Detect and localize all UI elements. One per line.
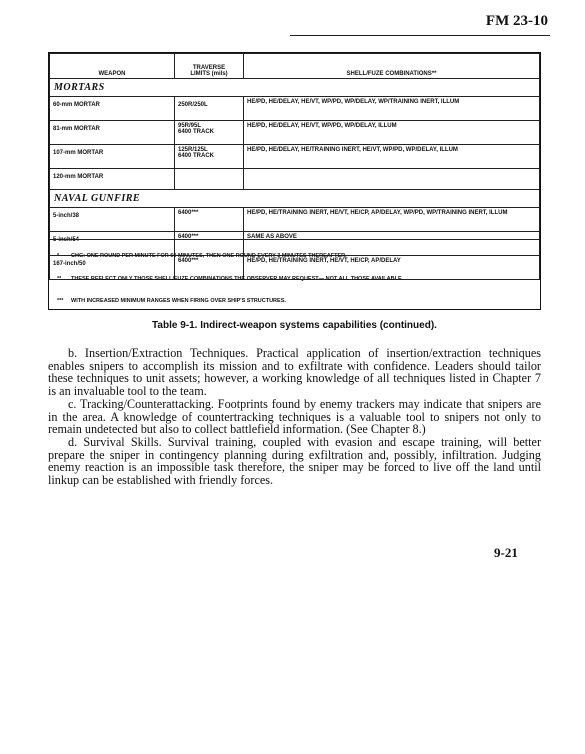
weapon-cell: 60-mm MORTAR: [50, 97, 175, 121]
traverse-cell: 6400***: [175, 232, 244, 256]
footnote-text: CHG: ONE ROUND PER MINUTE FOR 60 MINUTES, THEN ONE ROUND EVERY 3 MINUTES THEREAFTER.: [71, 253, 347, 259]
traverse-header-text: TRAVERSE LIMITS (mils): [190, 65, 228, 77]
weapon-cell: 167-inch/50: [50, 256, 175, 280]
shell-fuze-cell: HE/PD, HE/DELAY, HE/VT, WP/PD, WP/DELAY, ILLUM: [244, 121, 540, 145]
shell-fuze-cell: HE/PD, HE/DELAY, HE/VT, WP/PD, WP/DELAY, WP/TRAINING INERT, ILLUM: [244, 97, 540, 121]
paragraph-insertion-extraction: [48, 347, 541, 398]
footnote-marker: **: [57, 276, 62, 282]
table-caption: Table 9-1. Indirect-weapon systems capabilities (continued).: [152, 320, 437, 331]
weapon-cell: 120-mm MORTAR: [50, 169, 175, 190]
weapon-cell: 5-inch/54: [50, 232, 175, 256]
shell-fuze-cell: HE/PD, HE/DELAY, HE/TRAINING INERT, HE/VT, WP/PD, WP/DELAY, ILLUM: [244, 145, 540, 169]
paragraph-survival-skills: [48, 436, 541, 487]
table-row: [50, 145, 540, 169]
column-header-traverse: [175, 54, 244, 79]
table-footnotes: [49, 239, 540, 309]
table-header-row: [50, 54, 540, 79]
section-title: NAVAL GUNFIRE: [50, 190, 540, 208]
traverse-cell: 250R/250L: [175, 97, 244, 121]
table-row: [50, 97, 540, 121]
column-header-shell-fuze: SHELL/FUZE COMBINATIONS**: [244, 54, 540, 79]
page-header: [290, 11, 550, 36]
traverse-cell: 6400***: [175, 208, 244, 232]
paragraph-label: b.: [68, 346, 78, 360]
traverse-cell: 125R/125L 6400 TRACK: [175, 145, 244, 169]
manual-number: FM 23-10: [485, 13, 548, 29]
page-number: 9-21: [494, 545, 518, 560]
footnote-marker: ***: [57, 298, 64, 304]
traverse-cell: [175, 169, 244, 190]
shell-fuze-cell: SAME AS ABOVE: [244, 232, 540, 256]
shell-fuze-cell: [244, 169, 540, 190]
paragraph-label: c.: [68, 396, 77, 411]
paragraph-text: Survival training, coupled with evasion and escape training, will better prepare the sniper in contingency planning during exfiltration and, possibly, infiltration. Judging enemy reaction is an impossible task therefore, the sniper may be forced to live off the land until linkup can be established with friendly forces.: [48, 434, 542, 488]
paragraph-text: Practical application of insertion/extraction techniques enables snipers to accomplish its mission and to exfiltrate with confidence. Leaders should tailor these techniques to unit assets; however, a working knowledge of all techniques listed in Chapter 7 is an invaluable tool to the team.: [48, 346, 542, 399]
weapon-cell: 5-inch/38: [50, 208, 175, 232]
footnote: [57, 297, 500, 306]
table-row: [50, 208, 540, 232]
table-row: [50, 169, 540, 190]
footnote: [57, 275, 500, 284]
shell-fuze-cell: HE/PD, HE/TRAINING INERT, HE/VT, HE/CP, AP/DELAY, WP/PD, WP/TRAINING INERT, ILLUM: [244, 208, 540, 232]
footnote: [57, 252, 500, 261]
body-text: [48, 347, 541, 487]
paragraph-text: Footprints found by enemy trackers may indicate that snipers are in the area. A knowledge of countertracking techniques is a valuable tool to snipers not only to remain undetected but also to collect battlefield information. (See Chapter 8.): [48, 396, 542, 437]
traverse-cell: 6400***: [175, 256, 244, 280]
paragraph-heading: Tracking/Counterattacking.: [80, 396, 214, 411]
shell-fuze-cell: HE/PD, HE/TRAINING INERT, HE/VT, HE/CP, AP/DELAY: [244, 256, 540, 280]
table-row: [50, 121, 540, 145]
footnote-text: WITH INCREASED MINIMUM RANGES WHEN FIRING OVER SHIP'S STRUCTURES.: [71, 298, 286, 304]
section-row-naval-gunfire: [50, 190, 540, 208]
paragraph-heading: Insertion/Extraction Techniques.: [84, 346, 249, 360]
traverse-cell: 95R/95L 6400 TRACK: [175, 121, 244, 145]
paragraph-heading: Survival Skills.: [83, 434, 162, 449]
weapon-cell: 81-mm MORTAR: [50, 121, 175, 145]
column-header-weapon: WEAPON: [50, 54, 175, 79]
weapon-cell: 107-mm MORTAR: [50, 145, 175, 169]
paragraph-tracking: [48, 398, 541, 436]
footnote-marker: *: [57, 253, 60, 259]
footnote-text: THESE REFLECT ONLY THOSE SHELL/FUZE COMBINATIONS THE OBSERVER MAY REQUEST— NOT ALL THOSE AVAILABLE.: [71, 276, 404, 282]
capabilities-table: [48, 52, 541, 310]
section-row-mortars: [50, 79, 540, 97]
section-title: MORTARS: [50, 79, 540, 97]
paragraph-label: d.: [68, 434, 78, 449]
